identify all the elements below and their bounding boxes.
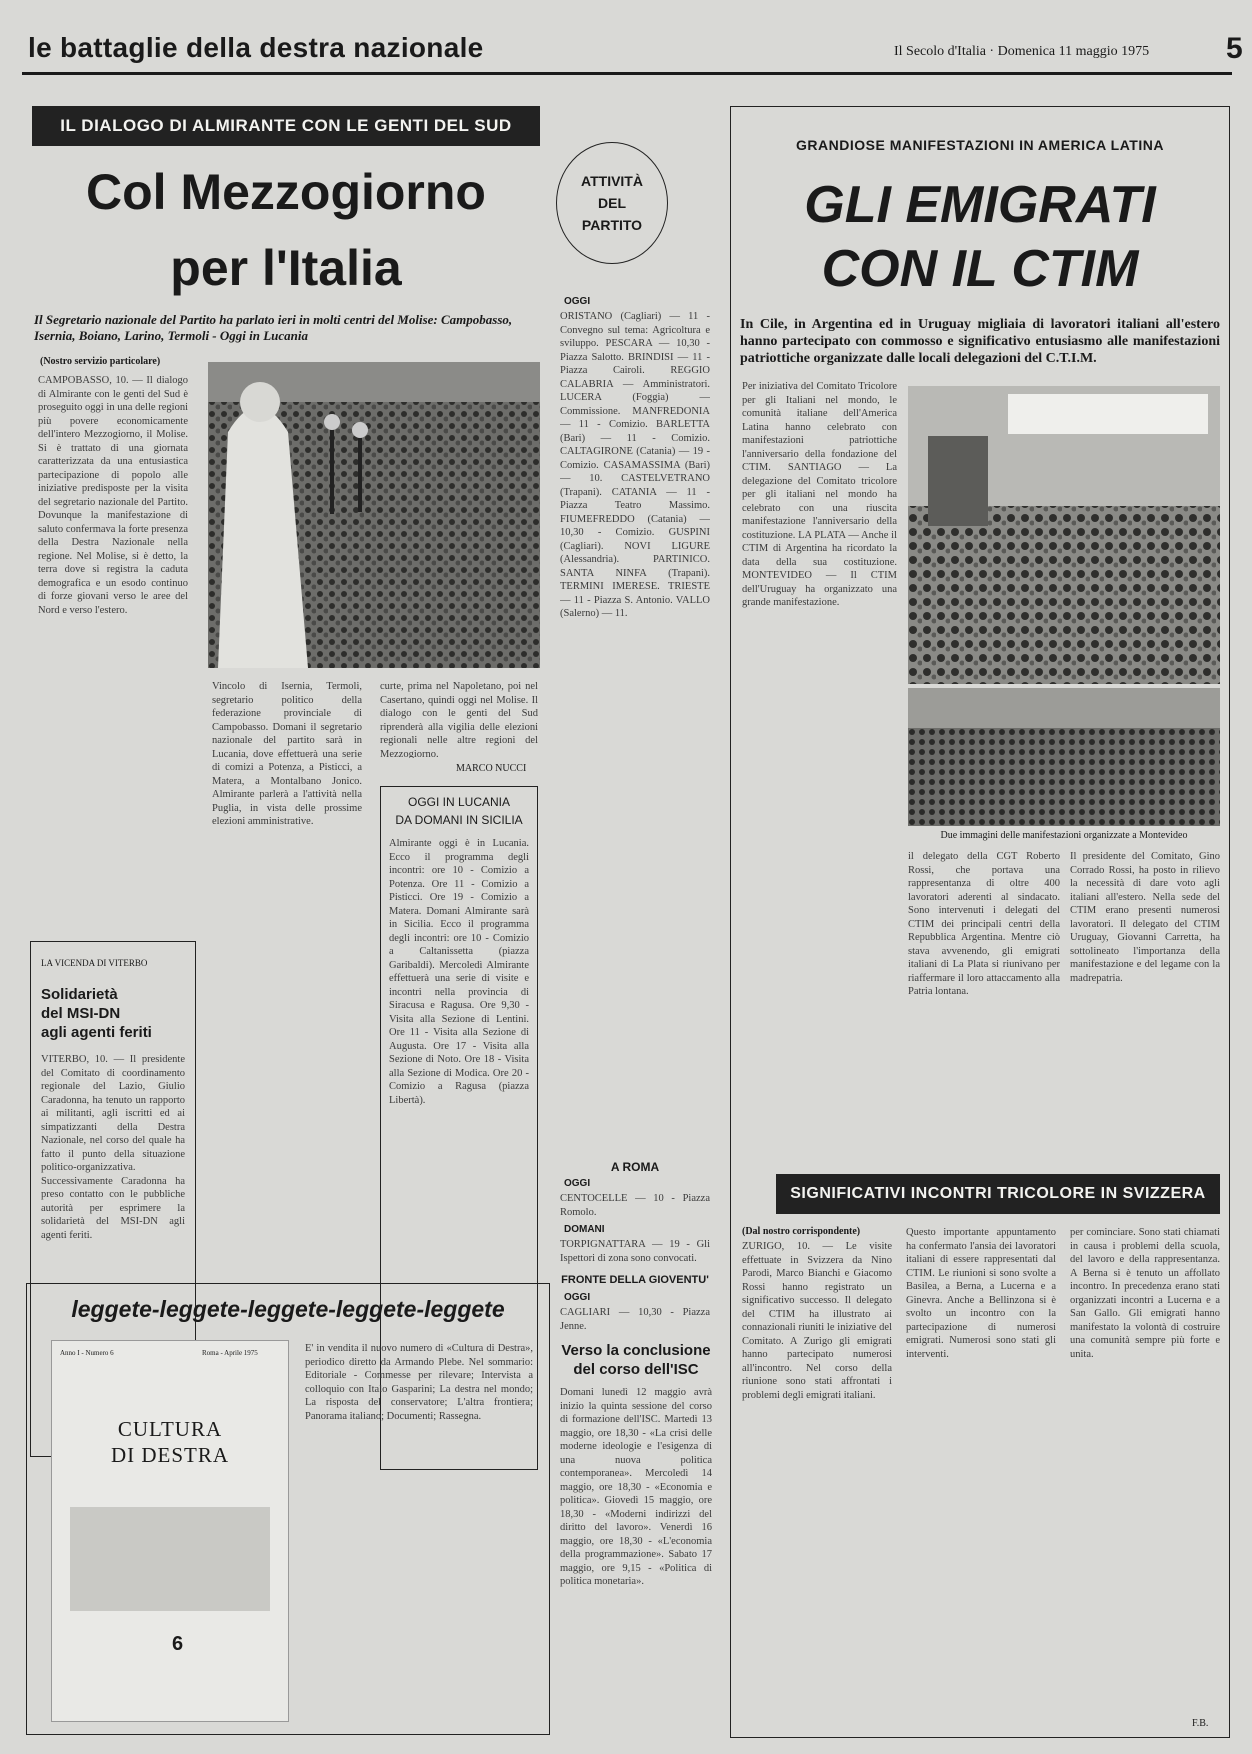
lucania-title-line2: DA DOMANI IN SICILIA: [395, 813, 523, 827]
right-body-col2: il delegato della CGT Roberto Rossi, che portava una rappresentanza di oltre 400 lavoratori aderenti al sindacato. Sono intervenuti i delegati del CTIM dei principali centri della Repubblica Argentina. Mentre ciò stava avvenendo, gli emigrati italiani di La Plata si riunivano per riaffermare il loro attaccamento alla Patria lontana.: [908, 851, 1060, 997]
svizzera-byline: (Dal nostro corrispondente): [742, 1226, 861, 1237]
roma-body-domani: TORPIGNATTARA — 19 - Gli Ispettori di zona sono convocati.: [560, 1239, 710, 1264]
viterbo-title-line1: Solidarietà: [41, 986, 118, 1003]
cover-title-line2: DI DESTRA: [110, 1443, 230, 1467]
viterbo-title-line2: del MSI-DN: [41, 1005, 121, 1022]
ad-slogan: leggete-leggete-leggete-leggete-leggete: [71, 1296, 505, 1322]
viterbo-title-line3: agli agenti feriti: [41, 1024, 152, 1041]
activity-heading-roma: A ROMA: [610, 1160, 660, 1174]
right-subhead: In Cile, in Argentina ed in Uruguay migliaia di lavoratori italiani all'estero hanno partecipato con commosso e significativo entusiasmo alle manifestazioni patriottiche organizzate dalle locali delegazioni del C.T.I.M.: [740, 317, 1220, 366]
lucania-title-line1: OGGI IN LUCANIA: [407, 795, 511, 809]
circle-line2: DEL: [598, 195, 626, 211]
left-body-col1: CAMPOBASSO, 10. — Il dialogo di Almirante con le genti del Sud è proseguito oggi in una delle regioni più povere economicamente dell'intero Mezzogiorno, il Molise. Si è trattato di una giornata caratterizzata da una entusiastica partecipazione di popolo alle iniziative predisposte per la visita del segretario nazionale del Partito. Dovunque la manifestazione di saluto confermava la forte presenza della Destra Nazionale nella regione. Nel Molise, si è detto, la terra dove si registra la caduta demografica e un esodo continuo di forze giovani verso le aree del Nord e verso l'estero.: [38, 375, 188, 616]
fronte-sub-oggi: OGGI: [564, 1292, 591, 1303]
circle-line3: PARTITO: [581, 217, 643, 233]
left-signature: MARCO NUCCI: [456, 763, 527, 774]
section-title: le battaglie della destra nazionale: [28, 32, 484, 63]
svizzera-signature: F.B.: [1192, 1718, 1209, 1729]
newspaper-date: Il Secolo d'Italia · Domenica 11 maggio 1975: [894, 44, 1150, 59]
left-body-col3: curte, prima nel Napoletano, poi nel Casertano, quindi oggi nel Molise. Il dialogo con le genti del Sud riprenderà alla vigilia delle elezioni regionali nelle altre regioni del Mezzogiorno.: [380, 681, 538, 758]
ad-body: E' in vendita il nuovo numero di «Cultura di Destra», periodico diretto da Armando Plebe. Nel sommario: Editoriale - Commesse per rilevare; Intervista a colloquio con Italo Gasparini; La destra nel mondo; La risposta del conservatore; L'altra frontiera; Panorama italiano; Documenti; Rassegna.: [305, 1343, 533, 1422]
viterbo-body: VITERBO, 10. — Il presidente del Comitato di coordinamento regionale del Lazio, Giulio Caradonna, ha tenuto un rapporto ai militanti, agli iscritti ed ai simpatizzanti della Destra Nazionale, nel corso del quale ha fatto il punto della situazione politico-organizzativa. Successivamente Caradonna ha preso contatto con le pubbliche autorità per esprimere la solidarietà del MSI-DN agli agenti feriti.: [41, 1054, 185, 1241]
photo-caption: Due immagini delle manifestazioni organizzate a Montevideo: [940, 830, 1188, 841]
activity-body-oggi: ORISTANO (Cagliari) — 11 - Convegno sul tema: Agricoltura e sviluppo. PESCARA — 10,30 - Piazza Salotto. BRINDISI — 11 - Piazza Cairoli. REGGIO CALABRIA — Amministratori. LUCERA (Foggia) — Commissione. MANFREDONIA — 11 - Comizio. BARLETTA (Bari) — 11 - Comizio. CALTAGIRONE (Catania) — 19 - Comizio. CASAMASSIMA (Bari) — 10. CASTELVETRANO (Trapani). CATANIA — 11 - Piazza Teatro Massimo. FIUMEFREDDO (Catania) — 10,30 - Comizio. GUSPINI (Cagliari). NOVI LIGURE (Alessandria). PARTINICO. SANTA NINFA (Trapani). TERMINI IMERESE. TRIESTE — 11 - Piazza S. Antonio. VALLO (Salerno) — 11.: [560, 311, 710, 619]
right-headline-line1: GLI EMIGRATI: [804, 176, 1156, 234]
svizzera-body-col1: ZURIGO, 10. — Le visite effettuate in Svizzera da Nino Parodi, Marco Bianchi e Giacomo Rossi hanno registrato un significativo successo. Il delegato del CTIM ha illustrato ai connazionali riuniti le iniziative del Comitato. A Zurigo gli emigrati hanno partecipato numerosi all'incontro. Nel corso della riunione sono stati affrontati i problemi degli emigrati italiani.: [742, 1241, 892, 1401]
left-headline-line1: Col Mezzogiorno: [86, 164, 486, 220]
left-kicker-banner: IL DIALOGO DI ALMIRANTE CON LE GENTI DEL SUD: [32, 106, 540, 146]
svizzera-kicker-banner: SIGNIFICATIVI INCONTRI TRICOLORE IN SVIZZERA: [776, 1174, 1220, 1214]
isc-title-line2: del corso dell'ISC: [573, 1361, 699, 1378]
cover-contents-panel: [70, 1507, 270, 1611]
isc-title-line1: Verso la conclusione: [561, 1342, 711, 1359]
left-body-col2: Vincolo di Isernia, Termoli, segretario politico della federazione provinciale di Campobasso. Domani il segretario nazionale del partito sarà in Lucania, dove effettuerà una serie di comizi a Potenza, a Pisticci, a Matera, a Montalbano Jonico. Almirante parlerà a l'attività nella Puglia, in vista delle prossime elezioni amministrative.: [212, 681, 362, 827]
left-subhead: Il Segretario nazionale del Partito ha parlato ieri in molti centri del Molise: Campobasso, Isernia, Boiano, Larino, Termoli - Oggi in Lucania: [34, 312, 513, 343]
cultura-ad-box: [26, 1283, 550, 1735]
left-headline-line2: per l'Italia: [170, 240, 402, 296]
activity-heading-oggi: OGGI: [564, 296, 591, 307]
attivita-partito-circle: [556, 142, 668, 264]
cover-header-right: Roma - Aprile 1975: [202, 1349, 258, 1357]
svizzera-body-col3: per cominciare. Sono stati chiamati in causa i problemi della scuola, del lavoro e della rappresentanza. A Berna si è tenuto un affollato incontro. In precedenza erano stati organizzati incontri a Lucerna e a San Gallo. Gli emigrati hanno manifestato la volontà di costruire una comunità sempre più forte e unita.: [1070, 1227, 1220, 1360]
right-body-col3: Il presidente del Comitato, Gino Corrado Rossi, ha posto in rilievo la necessità di dare voto agli italiani all'estero. Nella sede del CTIM erano presenti numerosi lavoratori. Il delegato del CTIM Uruguay, Giovanni Carretta, ha sottolineato l'importanza della manifestazione e del legame con la madrepatria.: [1070, 851, 1220, 984]
lucania-body: Almirante oggi è in Lucania. Ecco il programma degli incontri: ore 10 - Comizio a Potenza. Ore 11 - Comizio a Pisticci. Ore 19 - Comizio a Matera. Domani Almirante sarà in Sicilia. Ecco il programma degli incontri: ore 10 - Comizio a Caltanissetta (piazza Garibaldi). Mercoledì Almirante effettuerà una serie di visite e incontri nella provincia di Siracusa e Ragusa. Ore 9,30 - Visita alla Sezione di Lentini. Ore 11 - Visita alla Sezione di Augusta. Ore 17 - Visita alla Sezione di Noto. Ore 18 - Visita alla Sezione di Modica. Ore 20 - Comizio a Ragusa (piazza Libertà).: [389, 838, 529, 1106]
left-byline: (Nostro servizio particolare): [40, 356, 161, 367]
ad-issue-number: 6: [172, 1633, 184, 1655]
right-body-col1: Per iniziativa del Comitato Tricolore per gli Italiani nel mondo, le comunità italiane dell'America Latina hanno celebrato con manifestazioni patriottiche l'anniversario della fondazione del CTIM. SANTIAGO — La delegazione del Comitato tricolore per gli italiani nel mondo ha celebrato con una riuscita manifestazione l'anniversario della costituzione. LA PLATA — Anche il CTIM di Argentina ha ricordato la data della sua costituzione. MONTEVIDEO — Il CTIM dell'Uruguay ha organizzato una grande manifestazione.: [742, 381, 897, 608]
viterbo-kicker: LA VICENDA DI VITERBO: [41, 958, 148, 968]
magazine-cover: [51, 1340, 289, 1722]
cover-header-left: Anno I - Numero 6: [60, 1349, 114, 1357]
almirante-rally-photo: [208, 362, 540, 668]
roma-sub-oggi: OGGI: [564, 1178, 591, 1189]
audience-photo-graphic: [908, 688, 1220, 826]
isc-body: Domani lunedì 12 maggio avrà inizio la quinta sessione del corso di formazione dell'ISC. Martedì 13 maggio, ore 18,30 - «La crisi delle moderne ideologie e l'esigenza di una nuova politica contemporanea». Mercoledì 14 maggio, ore 18,30 - «Economia e politica». Giovedì 15 maggio, ore 18,30 - «Moderni indirizzi del diritto del lavoro». Venerdì 16 maggio, ore 18,30 - «L'economia della programmazione». Sabato 17 maggio, ore 9,15 - «Politica di politica monetaria».: [560, 1387, 712, 1587]
crowd-photo-graphic: [208, 362, 540, 668]
masthead-rule: [22, 72, 1232, 75]
svizzera-body-col2: Questo importante appuntamento ha confermato l'ansia dei lavoratori italiani di essere rappresentati dal CTIM. Le riunioni si sono svolte a Basilea, a Berna, a Lucerna e a Ginevra. Anche a Bellinzona si è svolto un incontro con la partecipazione di numerosi emigrati. Numerosi sono stati gli interventi.: [906, 1227, 1056, 1360]
fronte-body: CAGLIARI — 10,30 - Piazza Jenne.: [560, 1307, 710, 1332]
montevideo-photo-top: [908, 386, 1220, 684]
circle-line1: ATTIVITÀ: [581, 173, 643, 189]
roma-sub-domani: DOMANI: [564, 1224, 605, 1235]
activity-heading-fronte: FRONTE DELLA GIOVENTU': [561, 1274, 709, 1286]
right-kicker-banner: GRANDIOSE MANIFESTAZIONI IN AMERICA LATINA: [796, 137, 1164, 153]
cover-title-line1: CULTURA: [117, 1417, 223, 1441]
page-number: 5: [1226, 32, 1243, 65]
meeting-photo-graphic: [908, 386, 1220, 684]
roma-body-oggi: CENTOCELLE — 10 - Piazza Romolo.: [560, 1193, 710, 1218]
right-headline-line2: CON IL CTIM: [821, 240, 1139, 298]
montevideo-photo-bottom: [908, 688, 1220, 826]
